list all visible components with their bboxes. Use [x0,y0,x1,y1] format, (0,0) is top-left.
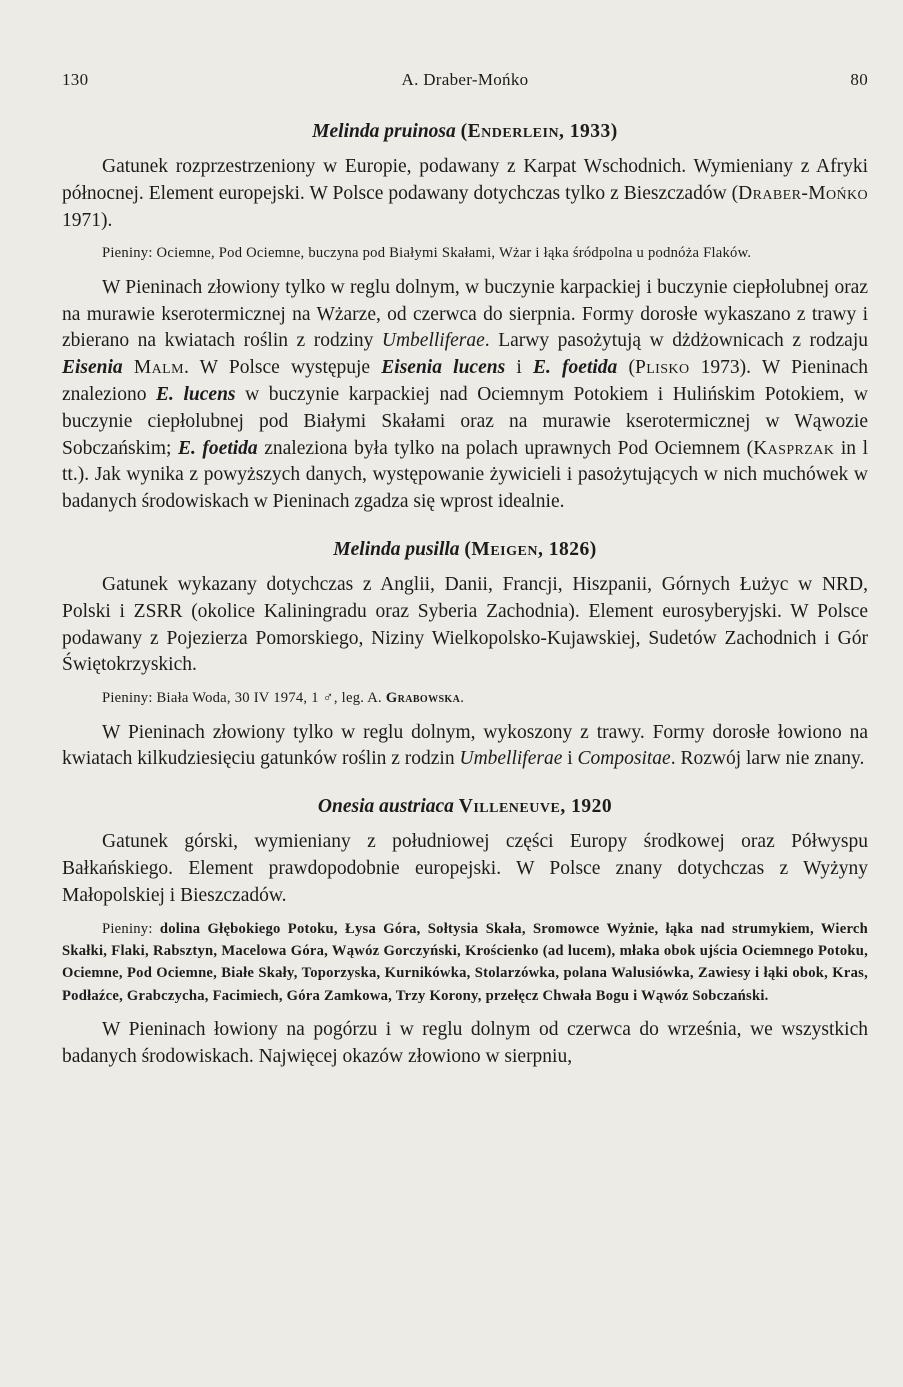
section-gap [62,516,868,536]
text-run: i [562,748,578,770]
text-run: znaleziona była tylko na polach uprawnych Pod Ociemnem ( [257,437,754,459]
localities-label: Pieniny: [102,690,153,707]
text-run: Gatunek rozprzestrzeniony w Europie, podawany z Karpat Wschodnich. Wymieniany z Afryki północnej. Element europejski. W Polsce podawany dotychczas tylko z Bieszczadów ( [62,156,868,204]
page-number-right: 80 [850,70,868,89]
text-run: . [460,690,465,707]
genus-name: Melinda [333,538,401,560]
text-run: 1971). [62,209,113,231]
citation-author: Malm [133,357,184,379]
species-authority: (Enderlein, 1933) [460,121,618,142]
text-run: . Rozwój larw nie znany. [670,748,865,770]
localities-label: Pieniny: [102,920,153,937]
document-page [62,70,868,1071]
distribution-paragraph: Gatunek wykazany dotychczas z Anglii, Danii, Francji, Hiszpanii, Górnych Łużyc w NRD, Polski i ZSRR (okolice Kaliningradu oraz Syberia Zachodnia). Element eurosyberyjski. W Polsce podawany z Pojezierza Pomorskiego, Niziny Wielkopolsko-Kujawskiej, Sudetów Zachodnich i Gór Świętokrzyskich. [62,573,868,676]
localities-paragraph [62,918,868,1008]
taxon-name: Umbelliferae [381,330,485,352]
localities-text: Ociemne, Pod Ociemne, buczyna pod Białymi Skałami, Wżar i łąka śródpolna u podnóża Flaków. [152,245,752,262]
text-run: i [505,357,533,379]
species-name: pruinosa [384,121,456,142]
citation-author: Draber-Mońko [738,182,868,204]
localities-text: Biała Woda, 30 IV 1974, 1 ♂, leg. A. [152,690,386,707]
text-run: ( [617,357,635,379]
genus-name: Onesia [317,796,375,818]
localities-paragraph [62,242,868,264]
running-header [62,70,868,90]
species-name: austriaca [379,796,454,818]
genus-name: Melinda [312,121,380,142]
species-name: pusilla [405,538,460,560]
taxon-name: Eisenia lucens [381,357,506,379]
species-heading-melinda-pruinosa [62,118,868,146]
localities-label: Pieniny: [102,245,153,262]
text-run: in l tt.). Jak wynika z powyższych danych, występowanie żywicieli i pasożytujących w nich muchówek w badanych środowiskach w Pieninach zgadza się wprost idealnie. [62,437,868,513]
distribution-paragraph: Gatunek górski, wymieniany z południowej części Europy środkowej oraz Półwyspu Bałkańskiego. Element prawdopodobnie europejski. W Polsce znany dotychczas z Wyżyny Małopolskiej i Bieszczadów. [62,831,868,906]
distribution-paragraph [62,154,868,234]
collector-name: Grabowska [385,690,461,707]
citation-author: Plisko [634,357,690,379]
taxon-name: E. foetida [532,357,618,379]
page-number-left: 130 [62,70,89,89]
ecology-paragraph: W Pieninach łowiony na pogórzu i w reglu dolnym od czerwca do września, we wszystkich badanych środowiskach. Najwięcej okazów złowiono w sierpniu, [62,1019,868,1067]
species-authority: (Meigen, 1826) [464,538,597,560]
text-run: . Larwy pasożytują w dżdżownicach z rodzaju [484,330,868,352]
taxon-name: Umbelliferae [459,748,563,770]
section-gap [62,773,868,793]
ecology-paragraph [62,720,868,774]
species-authority: Villeneuve, 1920 [458,796,613,818]
ecology-paragraph [62,275,868,516]
taxon-name: E. lucens [156,383,236,405]
localities-text: dolina Głębokiego Potoku, Łysa Góra, Sołtysia Skała, Sromowce Wyżnie, łąka nad strumykiem, Wierch Skałki, Flaki, Rabsztyn, Macelowa Góra, Wąwóz Gorczyński, Krościenko (ad lucem), młaka obok ujścia Ociemnego Potoku, Ociemne, Pod Ociemne, Białe Skały, Toporzyska, Kurnikówka, Stolarzówka, polana Walusiówka, Zawiesy i łąki obok, Kras, Podłaźce, Grabczycha, Facimiech, Góra Zamkowa, Trzy Korony, przełęcz Chwała Bogu i Wąwóz Sobczański. [62,920,868,1004]
text-run: 1973). W Pieninach znaleziono [62,357,868,405]
localities-paragraph [62,687,868,709]
text-run: w buczynie karpackiej nad Ociemnym Potokiem i Hulińskim Potokiem, w buczynie ciepłolubnej pod Białymi Skałami oraz na murawie kserotermicznej w Wąwozie Sobczańskim; [62,383,868,459]
species-heading-onesia-austriaca [62,793,868,821]
taxon-name: Eisenia [62,357,123,379]
taxon-name: Compositae [577,748,671,770]
running-author: A. Draber-Mońko [401,70,529,89]
taxon-name: E. foetida [177,437,258,459]
text-run: . W Polsce występuje [183,357,382,379]
text-run: W Pieninach złowiony tylko w reglu dolnym, w buczynie karpackiej i buczynie ciepłolubnej oraz na murawie kserotermicznej na Wżarze, od czerwca do sierpnia. Formy dorosłe wykaszano z trawy i zbierano na kwiatach roślin z rodziny [62,276,868,352]
citation-author: Kasprzak [753,437,835,459]
text-run: W Pieninach złowiony tylko w reglu dolnym, wykoszony z trawy. Formy dorosłe łowiono na kwiatach kilkudziesięciu gatunków roślin z rodzin [62,721,868,770]
species-heading-melinda-pusilla [62,536,868,564]
